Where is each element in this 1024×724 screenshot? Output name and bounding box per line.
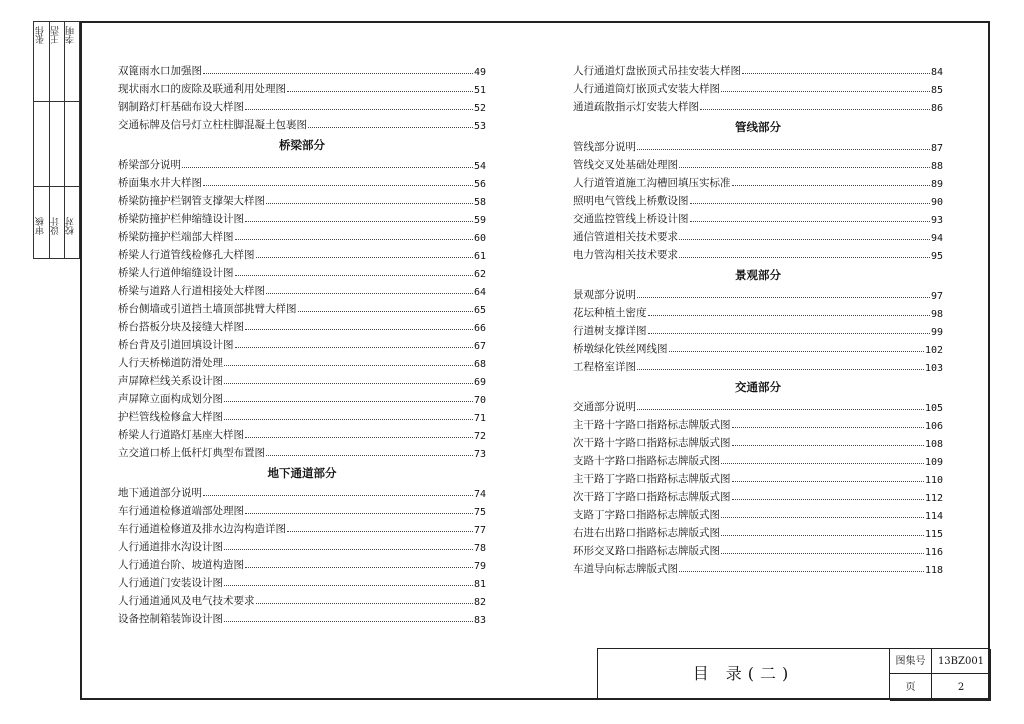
toc-entry[interactable] [118, 388, 486, 406]
dot-leader [690, 221, 930, 222]
toc-entry-title: 电力管沟相关技术要求 [573, 249, 678, 261]
toc-entry[interactable] [118, 298, 486, 316]
toc-entry[interactable] [573, 468, 943, 486]
section-heading: 桥梁部分 [279, 138, 325, 152]
toc-entry-page: 84 [930, 67, 943, 78]
toc-entry-title: 环形交叉路口指路标志牌版式图 [573, 545, 720, 557]
toc-entry-page: 54 [473, 161, 486, 172]
toc-entry-page: 87 [930, 143, 943, 154]
toc-entry[interactable] [118, 370, 486, 388]
toc-entry-page: 68 [473, 359, 486, 370]
toc-entry-title: 人行天桥梯道防滑处理 [118, 357, 223, 369]
dot-leader [732, 427, 924, 428]
sheet-title: 目 录(二) [598, 649, 890, 699]
dot-leader [245, 567, 473, 568]
toc-entry-page: 64 [473, 287, 486, 298]
dot-leader [224, 549, 473, 550]
label-design: 设计 [51, 217, 61, 235]
toc-entry-title: 人行通道通风及电气技术要求 [118, 595, 255, 607]
dot-leader [637, 409, 924, 410]
toc-entry[interactable] [118, 334, 486, 352]
label-review: 审核 [36, 217, 46, 235]
toc-entry[interactable] [573, 136, 943, 154]
toc-entry[interactable] [573, 558, 943, 576]
toc-entry-page: 53 [473, 121, 486, 132]
toc-entry-page: 110 [924, 475, 943, 486]
dot-leader [742, 73, 930, 74]
toc-entry[interactable] [573, 540, 943, 558]
dot-leader [669, 351, 924, 352]
toc-entry-page: 98 [930, 309, 943, 320]
dot-leader [732, 185, 930, 186]
dot-leader [235, 239, 473, 240]
toc-entry[interactable] [573, 96, 943, 114]
toc-entry-page: 115 [924, 529, 943, 540]
toc-entry[interactable] [118, 172, 486, 190]
dot-leader [637, 149, 930, 150]
toc-entry-page: 83 [473, 615, 486, 626]
toc-entry-page: 108 [924, 439, 943, 450]
toc-entry-title: 通信管道相关技术要求 [573, 231, 678, 243]
toc-entry-page: 103 [924, 363, 943, 374]
toc-entry[interactable] [118, 406, 486, 424]
dot-leader [679, 239, 930, 240]
toc-entry-title: 立交道口桥上低杆灯典型布置图 [118, 447, 265, 459]
toc-entry-page: 52 [473, 103, 486, 114]
signature-2: 王浩 [51, 26, 61, 44]
dot-leader [224, 419, 473, 420]
toc-entry-title: 花坛种植土密度 [573, 307, 647, 319]
toc-entry[interactable] [118, 442, 486, 460]
toc-entry[interactable] [573, 320, 943, 338]
toc-left-column [118, 60, 486, 626]
toc-entry[interactable] [118, 78, 486, 96]
toc-entry-page: 65 [473, 305, 486, 316]
dot-leader [224, 365, 473, 366]
dot-leader [235, 275, 473, 276]
toc-entry-page: 94 [930, 233, 943, 244]
toc-entry[interactable] [118, 500, 486, 518]
toc-entry-title: 桥梁人行道路灯基座大样图 [118, 429, 244, 441]
dot-leader [308, 127, 473, 128]
dot-leader [721, 91, 930, 92]
dot-leader [721, 463, 924, 464]
toc-entry[interactable] [118, 226, 486, 244]
dot-leader [732, 481, 924, 482]
toc-entry[interactable] [573, 78, 943, 96]
toc-entry-title: 次干路丁字路口指路标志牌版式图 [573, 491, 731, 503]
dot-leader [721, 517, 924, 518]
toc-entry[interactable] [573, 396, 943, 414]
toc-entry[interactable] [573, 154, 943, 172]
toc-entry[interactable] [573, 302, 943, 320]
dot-leader [679, 167, 930, 168]
section-heading: 景观部分 [735, 268, 781, 282]
dot-leader [266, 203, 473, 204]
dot-leader [648, 333, 930, 334]
dot-leader [245, 221, 473, 222]
toc-entry-title: 次干路十字路口指路标志牌版式图 [573, 437, 731, 449]
toc-entry[interactable] [118, 316, 486, 334]
toc-entry-title: 桥梁防撞护栏钢管支撑架大样图 [118, 195, 265, 207]
toc-entry-title: 主干路丁字路口指路标志牌版式图 [573, 473, 731, 485]
toc-entry[interactable] [118, 536, 486, 554]
toc-entry-title: 人行通道台阶、坡道构造图 [118, 559, 244, 571]
toc-entry[interactable] [118, 554, 486, 572]
toc-entry-title: 人行通道筒灯嵌顶式安装大样图 [573, 83, 720, 95]
toc-entry[interactable] [573, 338, 943, 356]
toc-entry-title: 声屏障立面构成划分图 [118, 393, 223, 405]
toc-entry-page: 116 [924, 547, 943, 558]
toc-entry[interactable] [573, 504, 943, 522]
toc-entry-title: 桥梁与道路人行道相接处大样图 [118, 285, 265, 297]
toc-entry-page: 51 [473, 85, 486, 96]
toc-entry-title: 桥墩绿化铁丝网线图 [573, 343, 668, 355]
dot-leader [298, 311, 473, 312]
toc-entry[interactable] [573, 284, 943, 302]
toc-entry[interactable] [573, 172, 943, 190]
toc-entry-page: 90 [930, 197, 943, 208]
toc-entry-page: 74 [473, 489, 486, 500]
dot-leader [245, 513, 473, 514]
toc-entry-title: 支路十字路口指路标志牌版式图 [573, 455, 720, 467]
dot-leader [224, 383, 473, 384]
toc-entry-page: 61 [473, 251, 486, 262]
toc-entry-page: 71 [473, 413, 486, 424]
toc-entry[interactable] [118, 352, 486, 370]
section-heading: 交通部分 [735, 380, 781, 394]
toc-entry[interactable] [118, 482, 486, 500]
dot-leader [245, 437, 473, 438]
dot-leader [266, 293, 473, 294]
toc-entry[interactable] [573, 432, 943, 450]
toc-entry[interactable] [573, 244, 943, 262]
dot-leader [224, 401, 473, 402]
dot-leader [182, 167, 473, 168]
toc-entry-page: 77 [473, 525, 486, 536]
page-label: 页 [890, 674, 932, 701]
dot-leader [235, 347, 473, 348]
toc-entry[interactable] [118, 572, 486, 590]
atlas-number-label: 图集号 [890, 649, 932, 674]
toc-entry-title: 右进右出路口指路标志牌版式图 [573, 527, 720, 539]
toc-entry-page: 88 [930, 161, 943, 172]
toc-right-column [573, 60, 943, 576]
toc-entry-title: 人行通道灯盘嵌顶式吊挂安装大样图 [573, 65, 741, 77]
toc-entry-title: 桥梁人行道伸缩缝设计图 [118, 267, 234, 279]
signature-strip [33, 21, 80, 259]
toc-entry-title: 人行通道排水沟设计图 [118, 541, 223, 553]
toc-entry[interactable] [118, 280, 486, 298]
toc-entry-page: 106 [924, 421, 943, 432]
toc-entry-title: 桥梁部分说明 [118, 159, 181, 171]
toc-entry-title: 通道疏散指示灯安装大样图 [573, 101, 699, 113]
dot-leader [203, 495, 473, 496]
toc-entry[interactable] [118, 244, 486, 262]
dot-leader [648, 315, 930, 316]
toc-entry[interactable] [118, 590, 486, 608]
dot-leader [721, 553, 924, 554]
toc-entry-title: 照明电气管线上桥敷设图 [573, 195, 689, 207]
toc-entry-title: 桥梁防撞护栏伸缩缝设计图 [118, 213, 244, 225]
section-heading: 地下通道部分 [267, 466, 337, 480]
dot-leader [732, 445, 924, 446]
toc-entry[interactable] [118, 208, 486, 226]
toc-entry-page: 78 [473, 543, 486, 554]
atlas-number: 13BZ001 [932, 649, 991, 674]
toc-entry-page: 73 [473, 449, 486, 460]
toc-entry-title: 交通标牌及信号灯立柱柱脚混凝土包裹图 [118, 119, 307, 131]
toc-entry-title: 管线交叉处基础处理图 [573, 159, 678, 171]
toc-entry[interactable] [573, 450, 943, 468]
signature-1: 李明 [66, 26, 76, 44]
dot-leader [679, 257, 930, 258]
toc-entry-title: 桥台侧墙或引道挡土墙顶部挑臂大样图 [118, 303, 297, 315]
toc-entry-title: 护栏管线检修盒大样图 [118, 411, 223, 423]
dot-leader [637, 297, 930, 298]
toc-entry-page: 82 [473, 597, 486, 608]
toc-entry-title: 车道导向标志牌版式图 [573, 563, 678, 575]
toc-entry-title: 双篦雨水口加强图 [118, 65, 202, 77]
toc-entry[interactable] [573, 486, 943, 504]
toc-entry-page: 72 [473, 431, 486, 442]
toc-entry-page: 93 [930, 215, 943, 226]
toc-entry-title: 钢制路灯杆基础布设大样图 [118, 101, 244, 113]
toc-entry-page: 66 [473, 323, 486, 334]
toc-entry-title: 交通部分说明 [573, 401, 636, 413]
toc-entry-title: 桥台背及引道回填设计图 [118, 339, 234, 351]
toc-entry[interactable] [118, 154, 486, 172]
toc-entry[interactable] [573, 356, 943, 374]
toc-entry[interactable] [118, 190, 486, 208]
toc-entry-page: 85 [930, 85, 943, 96]
toc-entry-page: 105 [924, 403, 943, 414]
toc-entry-title: 桥梁人行道管线检修孔大样图 [118, 249, 255, 261]
toc-entry-page: 56 [473, 179, 486, 190]
toc-entry[interactable] [118, 262, 486, 280]
toc-entry-title: 车行通道检修道端部处理图 [118, 505, 244, 517]
toc-entry[interactable] [573, 226, 943, 244]
toc-entry[interactable] [118, 96, 486, 114]
toc-entry[interactable] [118, 608, 486, 626]
toc-entry-page: 81 [473, 579, 486, 590]
toc-entry-title: 管线部分说明 [573, 141, 636, 153]
toc-entry-page: 112 [924, 493, 943, 504]
toc-entry[interactable] [118, 114, 486, 132]
page-number: 2 [932, 674, 991, 701]
toc-entry-title: 车行通道检修道及排水边沟构造详图 [118, 523, 286, 535]
dot-leader [245, 329, 473, 330]
toc-entry-title: 人行通道门安装设计图 [118, 577, 223, 589]
toc-entry-title: 景观部分说明 [573, 289, 636, 301]
toc-entry-title: 主干路十字路口指路标志牌版式图 [573, 419, 731, 431]
label-check: 校对 [66, 217, 76, 235]
dot-leader [224, 621, 473, 622]
toc-entry-page: 99 [930, 327, 943, 338]
toc-entry-title: 支路丁字路口指路标志牌版式图 [573, 509, 720, 521]
dot-leader [203, 73, 473, 74]
toc-entry-page: 60 [473, 233, 486, 244]
dot-leader [256, 257, 473, 258]
toc-entry-page: 75 [473, 507, 486, 518]
toc-entry-page: 67 [473, 341, 486, 352]
dot-leader [224, 585, 473, 586]
dot-leader [256, 603, 473, 604]
dot-leader [266, 455, 473, 456]
toc-entry-page: 79 [473, 561, 486, 572]
toc-entry-title: 设备控制箱装饰设计图 [118, 613, 223, 625]
toc-entry-page: 89 [930, 179, 943, 190]
dot-leader [721, 535, 924, 536]
toc-entry-title: 人行道管道施工沟槽回填压实标准 [573, 177, 731, 189]
dot-leader [679, 571, 924, 572]
dot-leader [732, 499, 924, 500]
toc-entry-title: 现状雨水口的废除及联通利用处理图 [118, 83, 286, 95]
toc-entry[interactable] [573, 60, 943, 78]
toc-entry-page: 69 [473, 377, 486, 388]
toc-entry-title: 地下通道部分说明 [118, 487, 202, 499]
dot-leader [287, 531, 473, 532]
toc-entry-page: 109 [924, 457, 943, 468]
toc-entry-page: 86 [930, 103, 943, 114]
toc-entry-title: 桥台搭板分块及接缝大样图 [118, 321, 244, 333]
toc-entry[interactable] [573, 190, 943, 208]
toc-entry-page: 118 [924, 565, 943, 576]
toc-entry[interactable] [573, 208, 943, 226]
toc-entry-page: 62 [473, 269, 486, 280]
toc-entry-title: 工程格室详图 [573, 361, 636, 373]
dot-leader [637, 369, 924, 370]
title-block [597, 648, 990, 700]
toc-entry-page: 114 [924, 511, 943, 522]
toc-entry[interactable] [118, 518, 486, 536]
toc-entry[interactable] [118, 60, 486, 78]
dot-leader [203, 185, 473, 186]
toc-entry-title: 桥梁防撞护栏端部大样图 [118, 231, 234, 243]
dot-leader [690, 203, 930, 204]
toc-entry-title: 声屏障栏线关系设计图 [118, 375, 223, 387]
toc-entry-title: 交通监控管线上桥设计图 [573, 213, 689, 225]
toc-entry[interactable] [573, 414, 943, 432]
toc-entry-page: 97 [930, 291, 943, 302]
toc-entry-page: 102 [924, 345, 943, 356]
toc-entry-title: 行道树支撑详图 [573, 325, 647, 337]
signature-3: 张伟 [36, 26, 46, 44]
toc-entry[interactable] [573, 522, 943, 540]
toc-entry-page: 70 [473, 395, 486, 406]
dot-leader [245, 109, 473, 110]
toc-entry[interactable] [118, 424, 486, 442]
dot-leader [287, 91, 473, 92]
dot-leader [700, 109, 930, 110]
toc-entry-page: 58 [473, 197, 486, 208]
toc-entry-page: 59 [473, 215, 486, 226]
section-heading: 管线部分 [735, 120, 781, 134]
toc-entry-page: 95 [930, 251, 943, 262]
toc-entry-page: 49 [473, 67, 486, 78]
toc-entry-title: 桥面集水井大样图 [118, 177, 202, 189]
